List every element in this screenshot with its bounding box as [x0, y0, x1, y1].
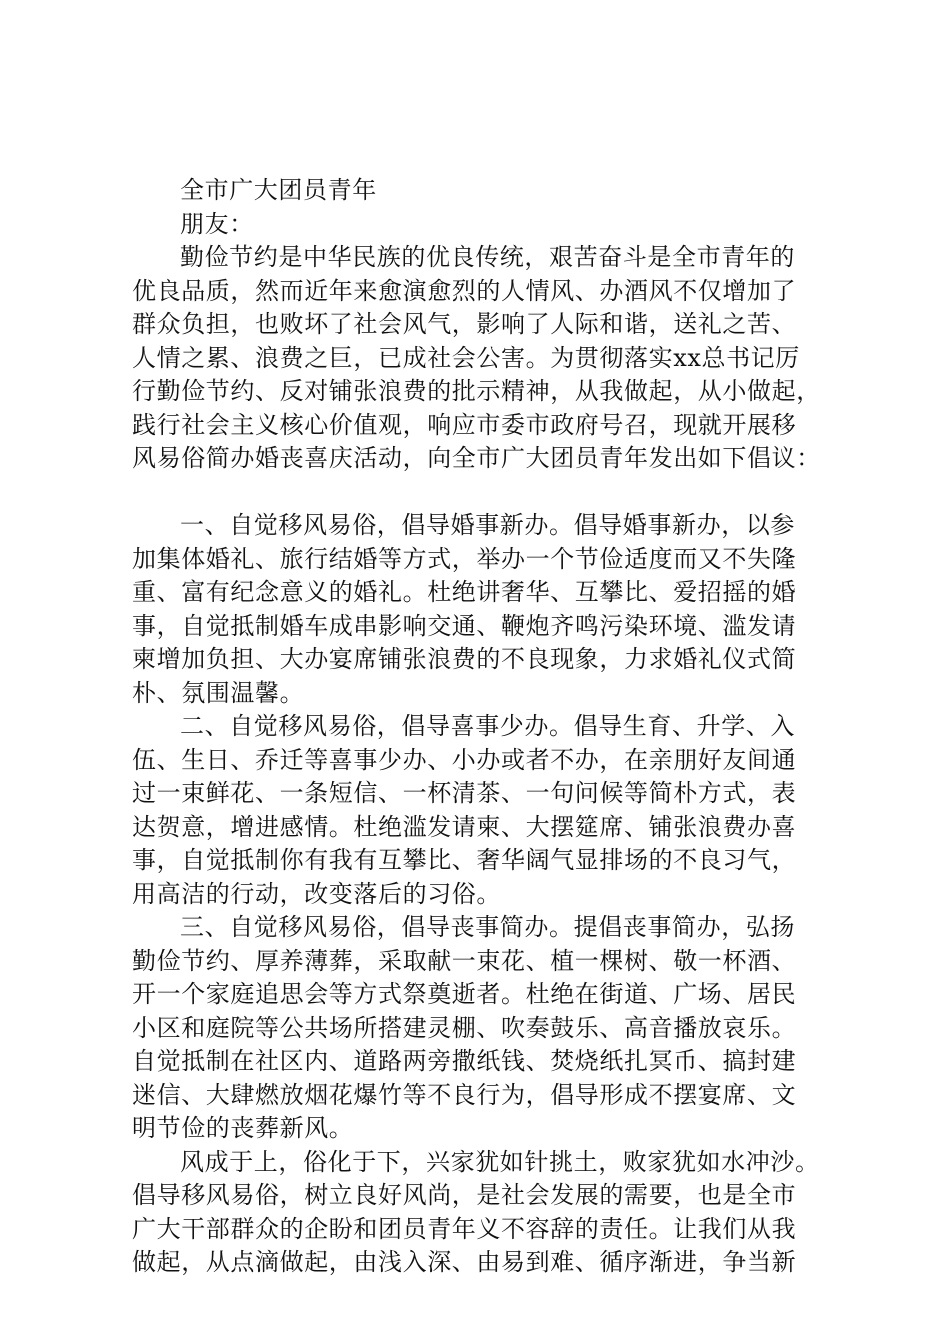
paragraph-line: 用高洁的行动，改变落后的习俗。: [132, 879, 501, 908]
paragraph-line: 风易俗简办婚丧喜庆活动，向全市广大团员青年发出如下倡议：: [132, 444, 821, 472]
paragraph-line: 过一束鲜花、一条短信、一杯清茶、一句问候等简朴方式，表: [132, 779, 797, 807]
salutation-line: 全市广大团员青年: [180, 176, 377, 204]
paragraph-line: 小区和庭院等公共场所搭建灵棚、吹奏鼓乐、高音播放哀乐。: [132, 1013, 797, 1042]
paragraph-line: 践行社会主义核心价值观，响应市委市政府号召，现就开展移: [132, 410, 797, 439]
paragraph-line: 勤俭节约是中华民族的优良传统，艰苦奋斗是全市青年的: [180, 243, 795, 271]
paragraph-wedding: [132, 509, 832, 710]
paragraph-line: 事，自觉抵制婚车成串影响交通、鞭炮齐鸣污染环境、滥发请: [132, 611, 797, 640]
paragraph-line: 伍、生日、乔迁等喜事少办、小办或者不办，在亲朋好友间通: [132, 745, 797, 774]
paragraph-intro: [132, 241, 832, 476]
paragraph-line: 柬增加负担、大办宴席铺张浪费的不良现象，力求婚礼仪式简: [132, 645, 797, 673]
paragraph-line: 一、自觉移风易俗，倡导婚事新办。倡导婚事新办，以参: [180, 511, 795, 539]
paragraph-line: 加集体婚礼、旅行结婚等方式，举办一个节俭适度而又不失隆: [132, 544, 797, 573]
paragraph-line: 达贺意，增进感情。杜绝滥发请柬、大摆筵席、铺张浪费办喜: [132, 812, 797, 841]
paragraph-funeral: [132, 911, 832, 1146]
paragraph-line: 三、自觉移风易俗，倡导丧事简办。提倡丧事简办，弘扬: [180, 913, 795, 941]
paragraph-line: 朴、氛围温馨。: [132, 678, 305, 707]
paragraph-line: 明节俭的丧葬新风。: [132, 1114, 354, 1142]
paragraph-celebration: [132, 710, 832, 911]
document-body: [132, 174, 832, 1280]
paragraph-line: 群众负担，也败坏了社会风气，影响了人际和谐，送礼之苦、: [132, 310, 797, 338]
paragraph-line: 人情之累、浪费之巨，已成社会公害。为贯彻落实xx总书记厉: [132, 343, 800, 372]
paragraph-line: 重、富有纪念意义的婚礼。杜绝讲奢华、互攀比、爱招摇的婚: [132, 578, 797, 606]
paragraph-line: 风成于上，俗化于下，兴家犹如针挑土，败家犹如水冲沙。: [180, 1147, 820, 1176]
paragraph-line: 广大干部群众的企盼和团员青年义不容辞的责任。让我们从我: [132, 1214, 797, 1243]
paragraph-line: 倡导移风易俗，树立良好风尚，是社会发展的需要，也是全市: [132, 1181, 797, 1209]
blank-line: [132, 476, 832, 510]
salutation-line: 朋友：: [180, 209, 254, 238]
paragraph-closing: [132, 1146, 832, 1280]
paragraph-line: 自觉抵制在社区内、道路两旁撒纸钱、焚烧纸扎冥币、搞封建: [132, 1047, 797, 1075]
paragraph-line: 二、自觉移风易俗，倡导喜事少办。倡导生育、升学、入: [180, 712, 795, 740]
paragraph-line: 行勤俭节约、反对铺张浪费的批示精神，从我做起，从小做起，: [132, 377, 821, 405]
paragraph-line: 开一个家庭追思会等方式祭奠逝者。杜绝在街道、广场、居民: [132, 980, 797, 1008]
paragraph-line: 做起，从点滴做起，由浅入深、由易到难、循序渐进，争当新: [132, 1248, 797, 1276]
paragraph-line: 勤俭节约、厚养薄葬，采取献一束花、植一棵树、敬一杯酒、: [132, 946, 797, 975]
paragraph-line: 优良品质，然而近年来愈演愈烈的人情风、办酒风不仅增加了: [132, 276, 797, 305]
paragraph-line: 事，自觉抵制你有我有互攀比、奢华阔气显排场的不良习气，: [132, 846, 797, 874]
paragraph-line: 迷信、大肆燃放烟花爆竹等不良行为，倡导形成不摆宴席、文: [132, 1080, 797, 1109]
